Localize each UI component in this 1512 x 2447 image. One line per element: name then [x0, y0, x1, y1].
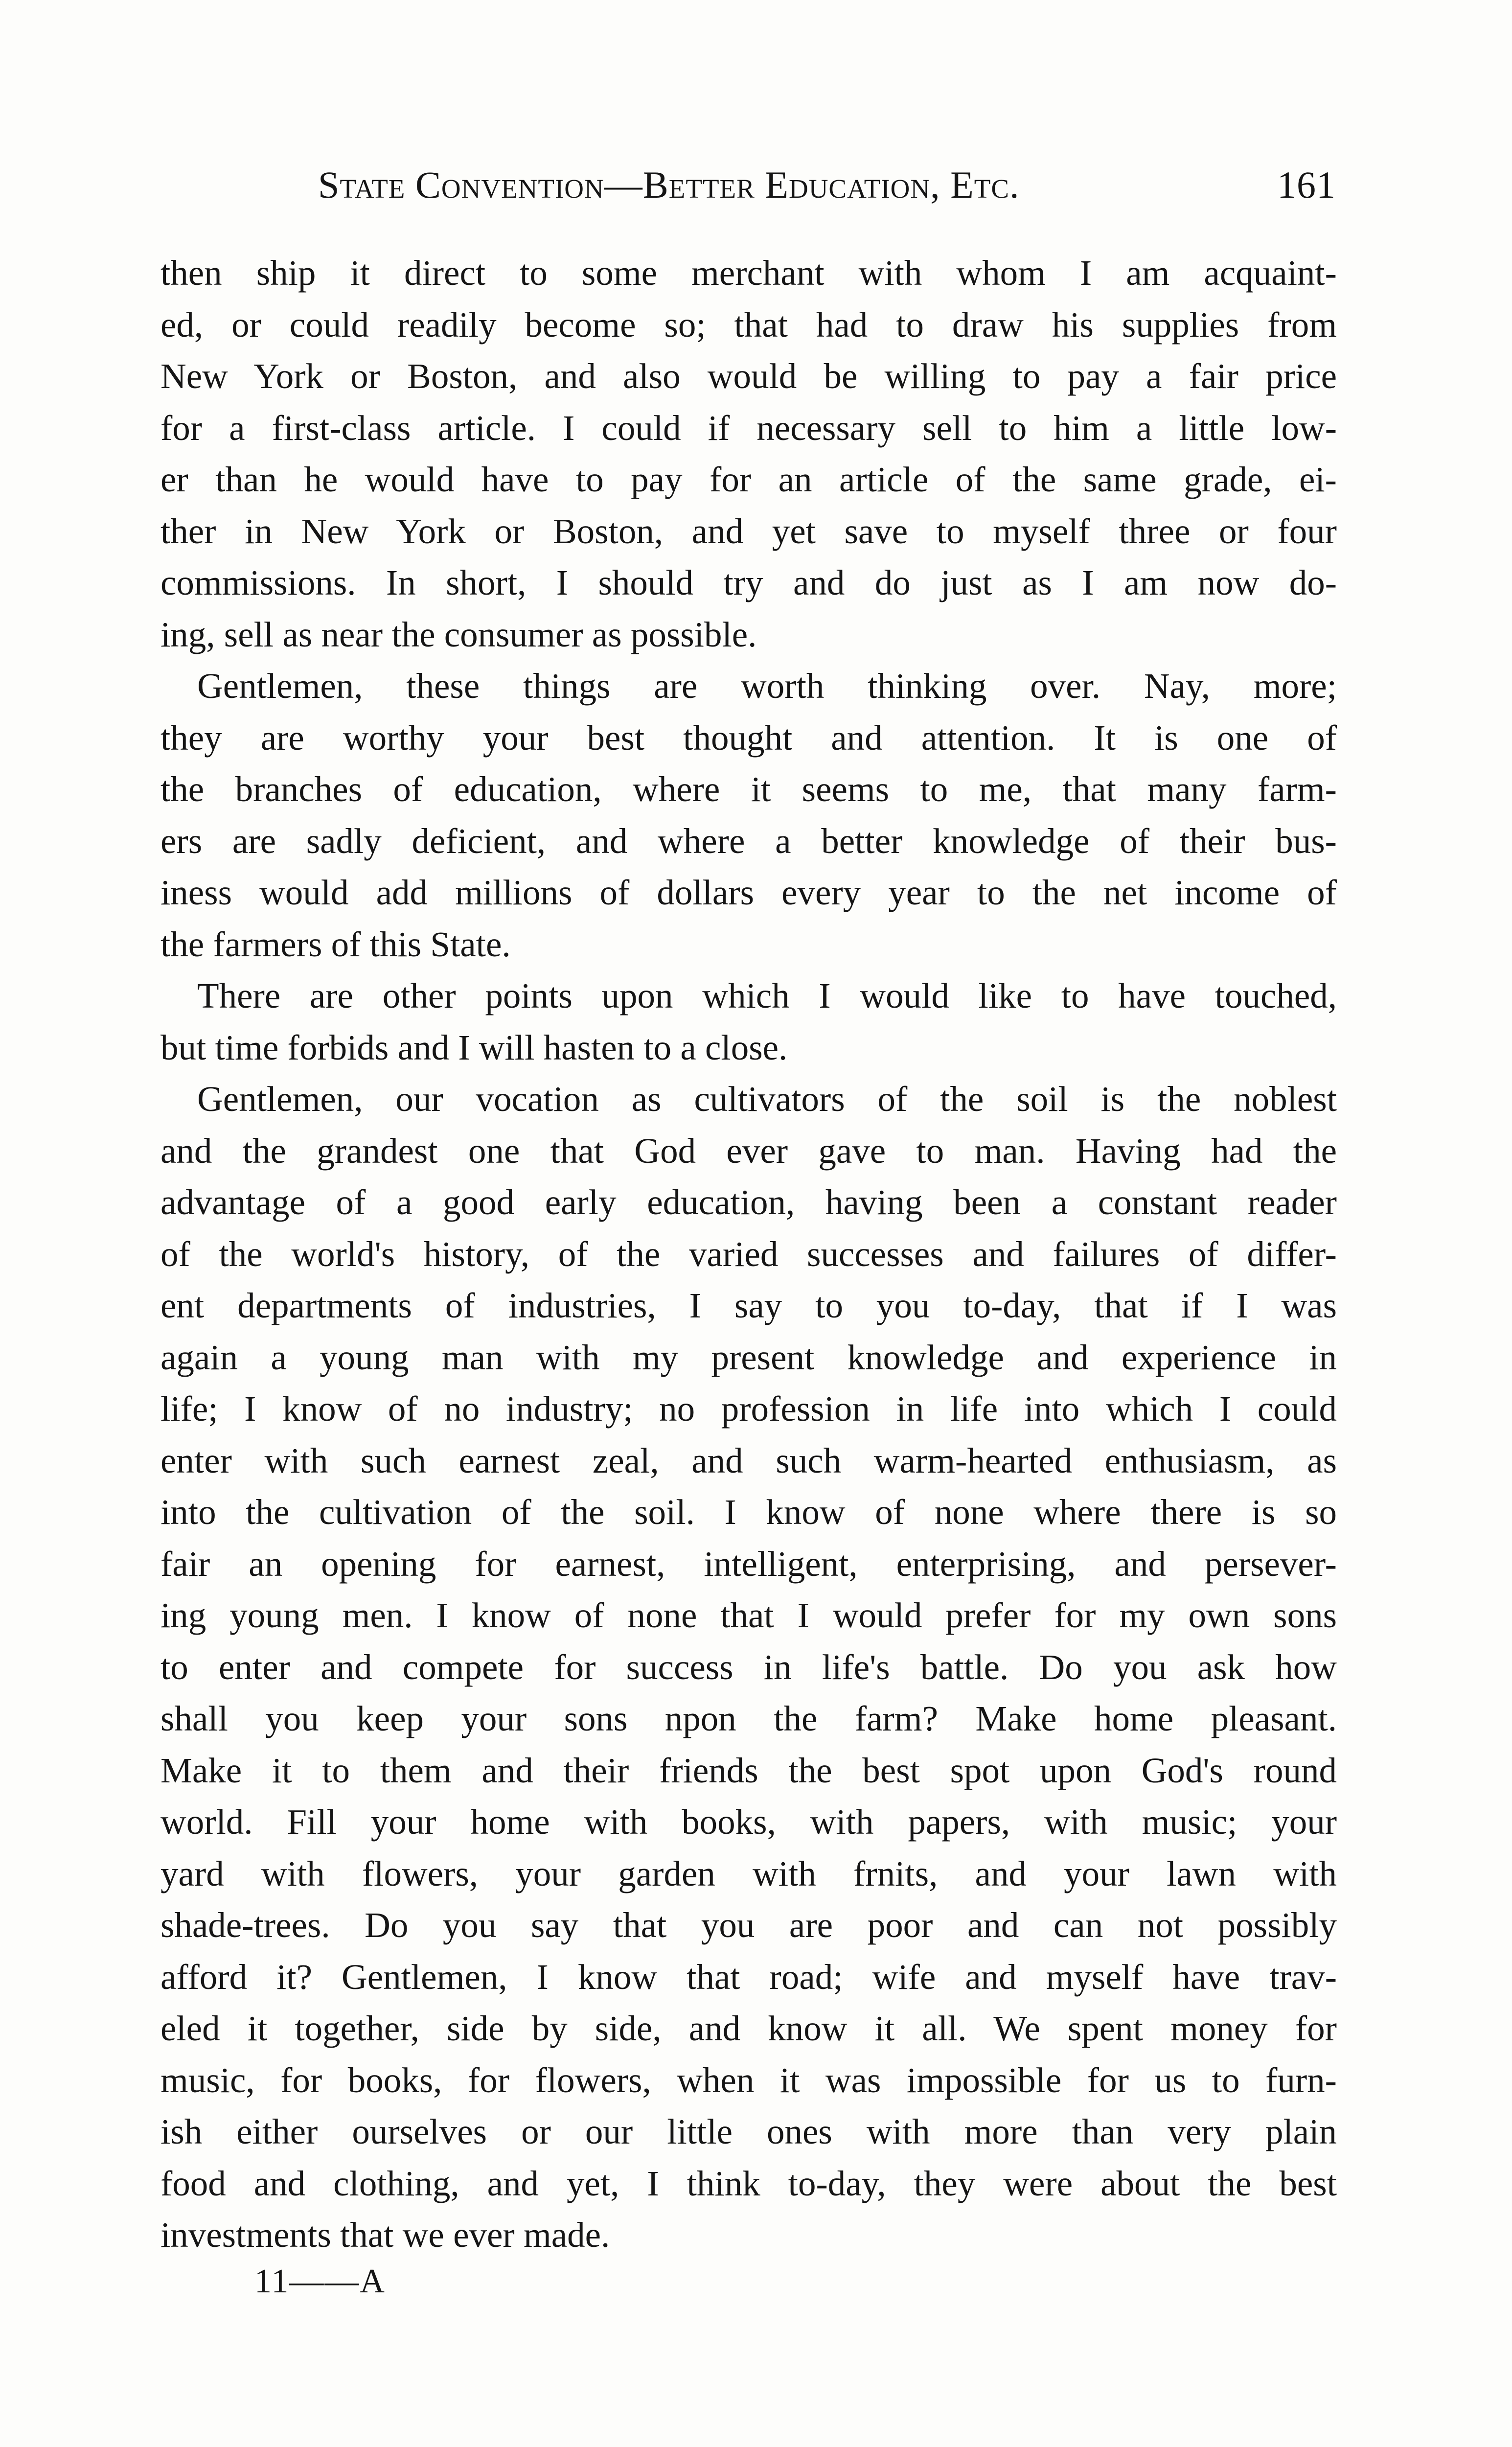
signature-mark: 11——A — [254, 2262, 386, 2300]
text-line: ther in New York or Boston, and yet save to myself three or four — [160, 511, 1337, 551]
text-line: fair an opening for earnest, intelligent, enterprising, and persever- — [160, 1544, 1337, 1584]
page-number: 161 — [1277, 163, 1336, 206]
text-line: enter with such earnest zeal, and such warm-hearted enthusiasm, as — [160, 1440, 1337, 1480]
text-line: again a young man with my present knowledge and experience in — [160, 1337, 1337, 1377]
body-text — [160, 247, 1337, 2261]
paragraph-4 — [160, 1073, 1337, 2261]
text-line: iness would add millions of dollars every year to the net income of — [160, 873, 1337, 912]
header-title: State Convention—Better Education, Etc. — [318, 163, 1020, 206]
text-line: ed, or could readily become so; that had to draw his supplies from — [160, 304, 1337, 345]
text-line: shall you keep your sons npon the farm? Make home pleasant. — [160, 1699, 1337, 1738]
text-line: world. Fill your home with books, with papers, with music; your — [160, 1802, 1337, 1842]
text-line: then ship it direct to some merchant with whom I am acquaint- — [160, 253, 1337, 293]
text-line: ent departments of industries, I say to you to-day, that if I was — [160, 1286, 1337, 1325]
text-line: the farmers of this State. — [160, 924, 511, 964]
text-line: music, for books, for flowers, when it was impossible for us to furn- — [160, 2060, 1337, 2100]
text-line: ish either ourselves or our little ones with more than very plain — [160, 2112, 1337, 2151]
text-line: food and clothing, and yet, I think to-day, they were about the best — [160, 2163, 1337, 2203]
text-line: commissions. In short, I should try and do just as I am now do- — [160, 563, 1337, 602]
text-line: the branches of education, where it seems to me, that many farm- — [160, 769, 1337, 809]
text-line: Gentlemen, our vocation as cultivators of the soil is the noblest — [197, 1079, 1337, 1119]
text-line: eled it together, side by side, and know it all. We spent money for — [160, 2008, 1337, 2048]
running-header — [161, 156, 1336, 214]
text-line: shade-trees. Do you say that you are poor and can not possibly — [160, 1905, 1337, 1945]
text-line: for a first-class article. I could if necessary sell to him a little low- — [160, 408, 1337, 448]
text-line: New York or Boston, and also would be willing to pay a fair price — [160, 356, 1337, 396]
text-line: of the world's history, of the varied successes and failures of differ- — [160, 1234, 1337, 1274]
text-line: they are worthy your best thought and attention. It is one of — [160, 717, 1337, 758]
text-line: advantage of a good early education, having been a constant reader — [160, 1182, 1337, 1222]
text-line: but time forbids and I will hasten to a close. — [160, 1027, 788, 1067]
paragraph-1 — [160, 247, 1337, 660]
text-line: ing, sell as near the consumer as possible. — [160, 614, 757, 654]
text-line: ing young men. I know of none that I would prefer for my own sons — [160, 1595, 1337, 1635]
text-line: yard with flowers, your garden with frnits, and your lawn with — [160, 1853, 1337, 1893]
text-line: There are other points upon which I would like to have touched, — [197, 976, 1337, 1016]
text-line: investments that we ever made. — [160, 2215, 610, 2255]
text-line: and the grandest one that God ever gave to man. Having had the — [160, 1131, 1337, 1171]
paragraph-2 — [160, 660, 1337, 970]
text-line: er than he would have to pay for an article of the same grade, ei- — [160, 460, 1337, 499]
paragraph-3 — [160, 970, 1337, 1073]
text-line: Gentlemen, these things are worth thinking over. Nay, more; — [197, 666, 1337, 706]
text-line: into the cultivation of the soil. I know of none where there is so — [160, 1492, 1337, 1532]
text-line: life; I know of no industry; no profession in life into which I could — [160, 1389, 1337, 1429]
text-line: ers are sadly deficient, and where a better knowledge of their bus- — [160, 821, 1337, 861]
text-line: to enter and compete for success in life's battle. Do you ask how — [160, 1647, 1337, 1687]
text-line: afford it? Gentlemen, I know that road; wife and myself have trav- — [160, 1957, 1337, 1997]
text-line: Make it to them and their friends the best spot upon God's round — [160, 1750, 1337, 1790]
